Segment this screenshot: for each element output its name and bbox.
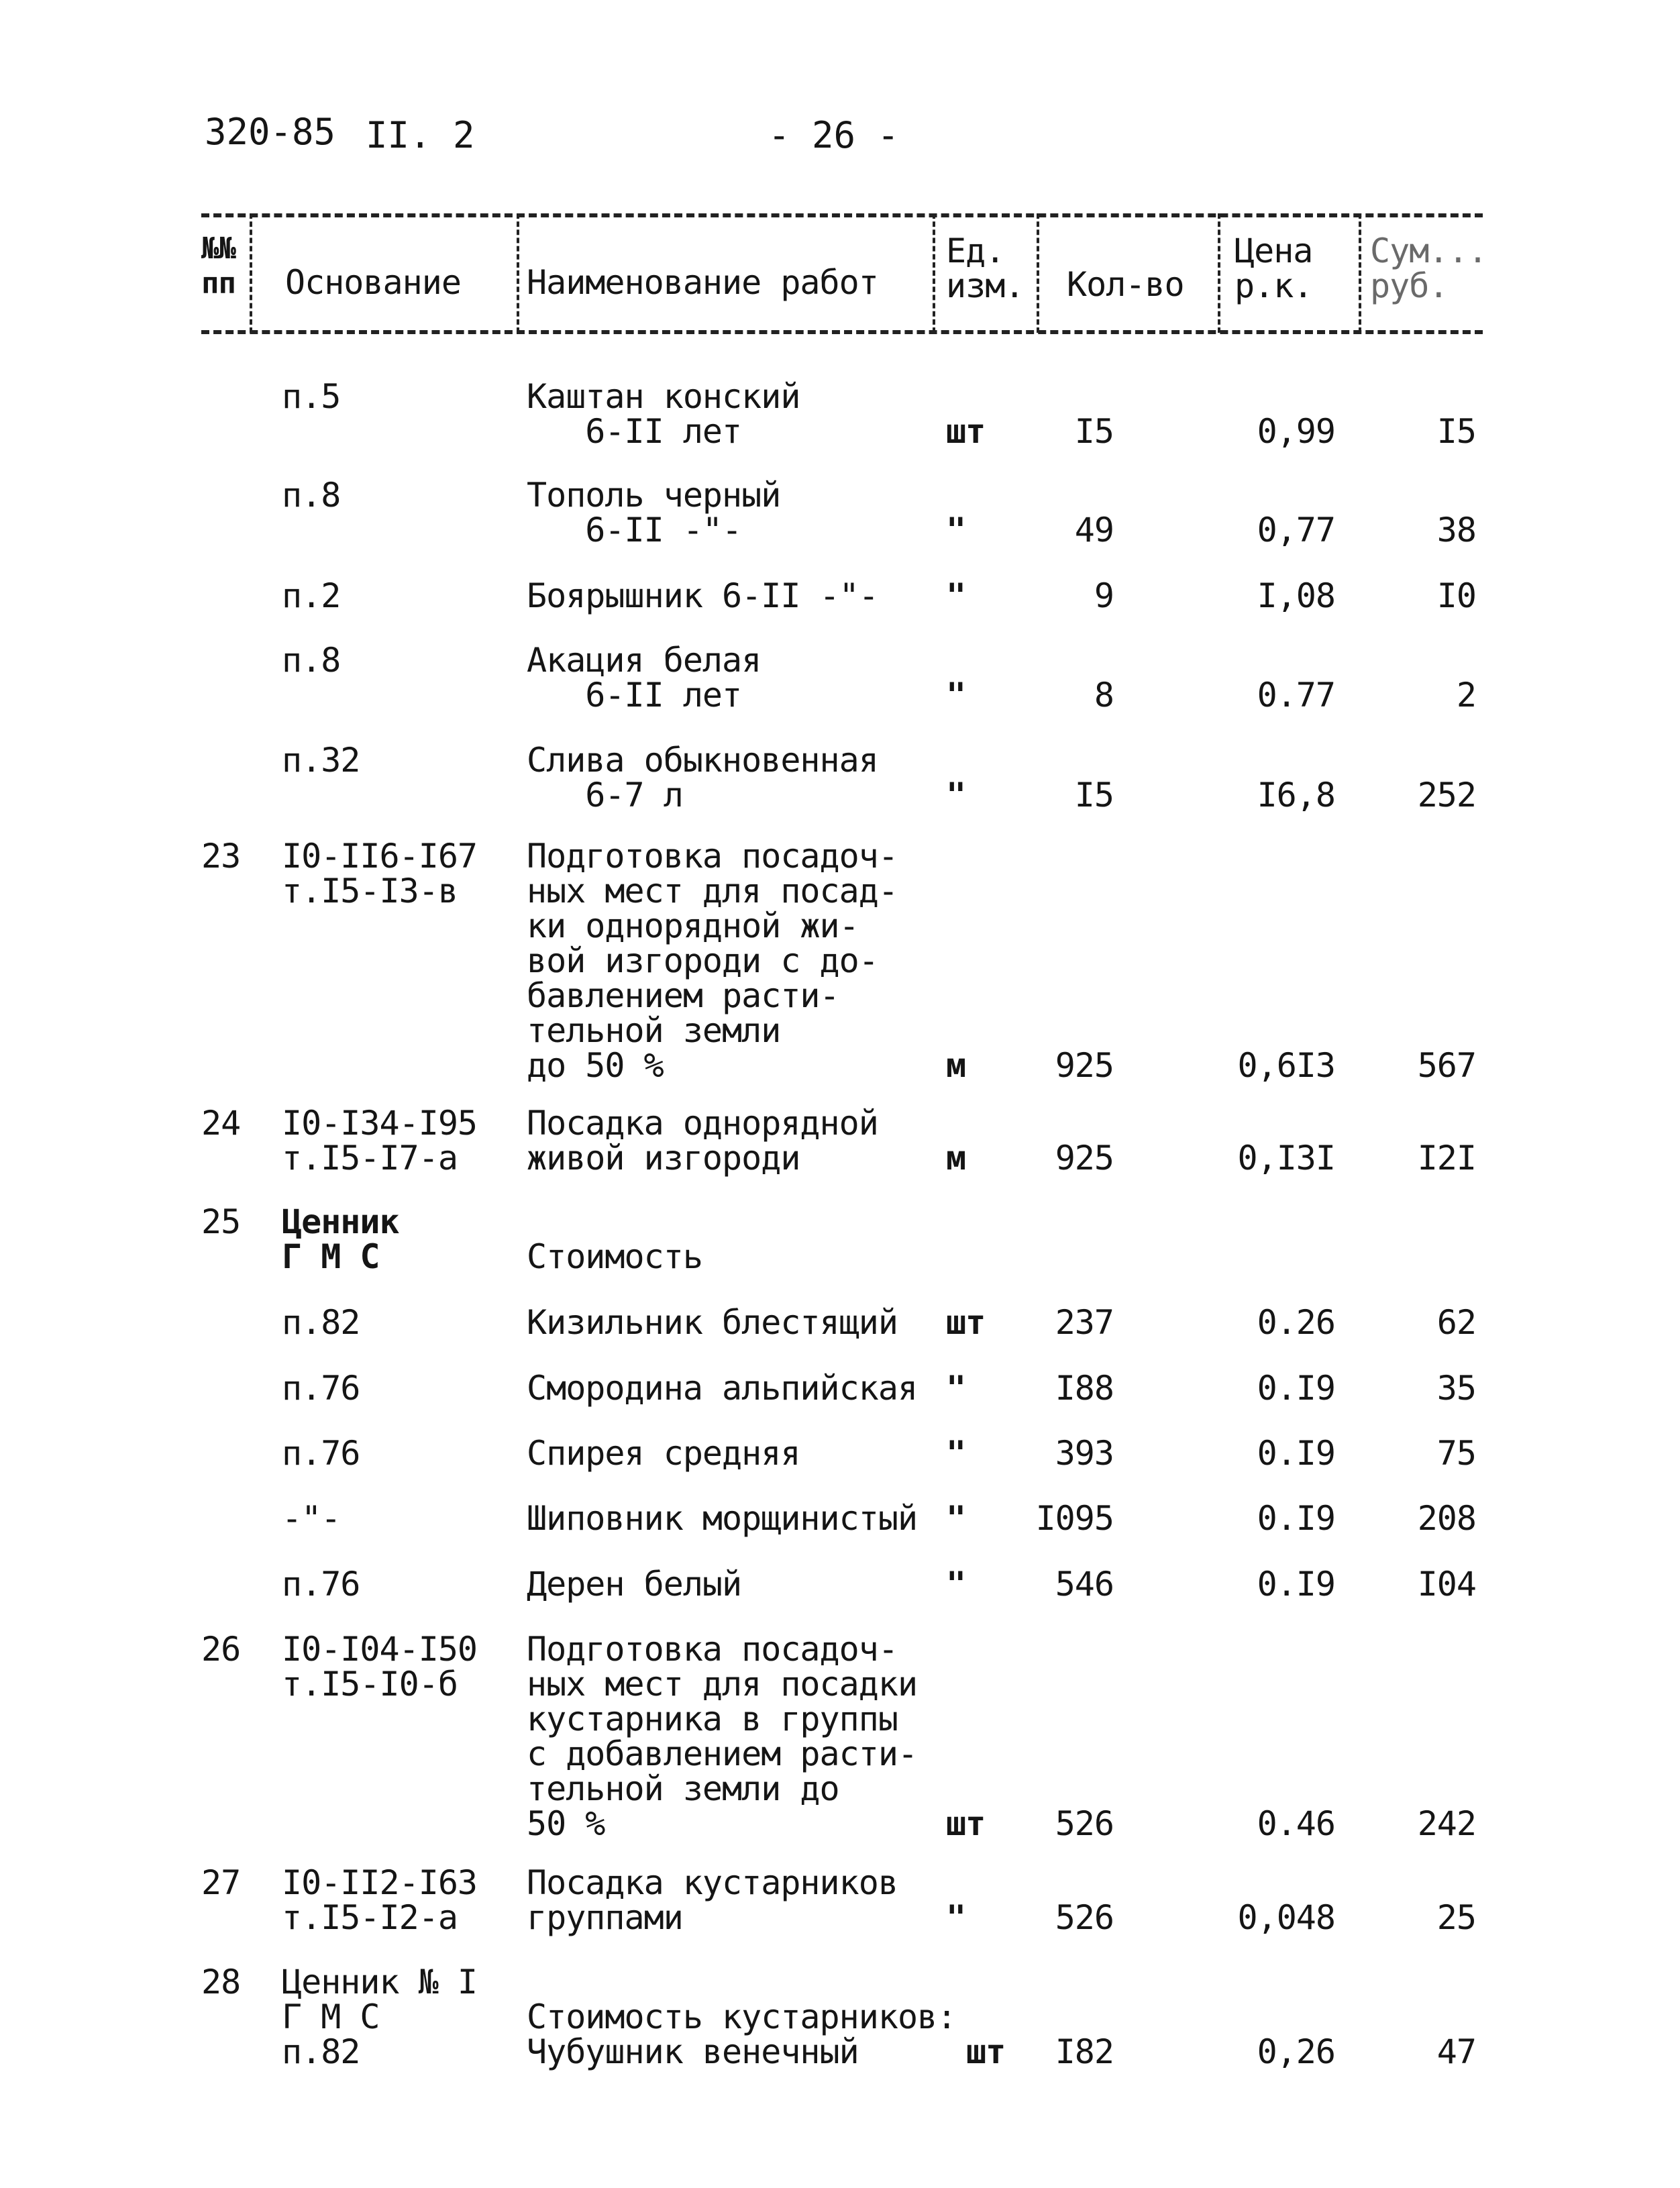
row-cost: I04: [1417, 1565, 1476, 1604]
row-cost: 75: [1436, 1434, 1476, 1473]
row-price: 0,6I3: [1237, 1046, 1335, 1085]
row-unit: ": [946, 1369, 966, 1408]
row-cost: 208: [1417, 1499, 1476, 1538]
row-unit: ": [946, 776, 966, 815]
row-basis: -"-: [282, 1499, 341, 1538]
row-price: 0.I9: [1257, 1434, 1335, 1473]
row-qty: 925: [1055, 1139, 1114, 1178]
row-basis: п.8: [282, 476, 341, 515]
row-work-name: Подготовка посадоч- ных мест для посад- ки однорядной жи- вой изгороди с до- бавлением расти- тельной земли до 50 %: [527, 837, 898, 1085]
row-work-name: Стоимость кустарников: Чубушник венечный: [527, 1997, 957, 2071]
row-unit: ": [946, 1434, 966, 1473]
col-divider: [517, 213, 519, 333]
row-qty: 9: [1094, 576, 1114, 615]
row-basis: Ценник Г М С: [282, 1202, 399, 1276]
row-unit: ": [946, 676, 966, 715]
col-divider: [933, 213, 935, 333]
row-work-name: Акация белая 6-II лет: [527, 641, 762, 715]
row-price: 0,26: [1257, 2032, 1335, 2071]
row-qty: I5: [1074, 412, 1114, 451]
col-header-cost: Сум... руб.: [1370, 231, 1487, 305]
col-divider: [1218, 213, 1220, 333]
row-basis: I0-II2-I63 т.I5-I2-а: [282, 1863, 478, 1937]
row-unit: шт: [946, 412, 986, 451]
row-cost: 2: [1456, 676, 1476, 715]
row-qty: 49: [1074, 511, 1114, 550]
row-unit: ": [946, 511, 966, 550]
row-price: 0,048: [1237, 1898, 1335, 1937]
row-cost: 38: [1436, 511, 1476, 550]
row-work-name: Смородина альпийская: [527, 1369, 918, 1408]
row-price: 0.77: [1257, 676, 1335, 715]
row-basis: I0-I34-I95 т.I5-I7-а: [282, 1104, 478, 1178]
row-price: 0,99: [1257, 412, 1335, 451]
row-qty: 526: [1055, 1804, 1114, 1843]
row-unit: ": [946, 1898, 966, 1937]
doc-code: 320-85: [205, 111, 336, 153]
row-basis: I0-II6-I67 т.I5-I3-в: [282, 837, 478, 910]
doc-part: II. 2: [366, 114, 475, 156]
row-work-name: Тополь черный 6-II -"-: [527, 476, 781, 550]
row-cost: 567: [1417, 1046, 1476, 1085]
row-basis: п.82: [282, 1303, 360, 1342]
row-unit: шт: [946, 1303, 986, 1342]
row-qty: I82: [1055, 2032, 1114, 2071]
row-price: 0.46: [1257, 1804, 1335, 1843]
row-qty: 393: [1055, 1434, 1114, 1473]
row-unit: ": [946, 576, 966, 615]
row-price: I,08: [1257, 576, 1335, 615]
col-header-price: Цена р.к.: [1235, 231, 1313, 305]
row-unit: м: [946, 1046, 966, 1085]
row-price: 0,I3I: [1237, 1139, 1335, 1178]
row-price: 0.I9: [1257, 1369, 1335, 1408]
row-basis: I0-I04-I50 т.I5-I0-б: [282, 1630, 478, 1704]
row-unit: шт: [966, 2032, 1006, 2071]
row-work-name: Каштан конский 6-II лет: [527, 377, 800, 451]
row-qty: I095: [1035, 1499, 1114, 1538]
col-divider: [1037, 213, 1039, 333]
header-bottom-rule: [201, 330, 1483, 334]
row-price: 0.I9: [1257, 1565, 1335, 1604]
row-cost: I0: [1436, 576, 1476, 615]
row-work-name: Спирея средняя: [527, 1434, 800, 1473]
row-basis: п.2: [282, 576, 341, 615]
row-work-name: Боярышник 6-II -"-: [527, 576, 878, 615]
row-cost: 47: [1436, 2032, 1476, 2071]
row-cost: I5: [1436, 412, 1476, 451]
row-cost: 25: [1436, 1898, 1476, 1937]
row-cost: I2I: [1417, 1139, 1476, 1178]
row-qty: I88: [1055, 1369, 1114, 1408]
row-basis: п.76: [282, 1434, 360, 1473]
row-number: 27: [201, 1863, 241, 1902]
row-cost: 252: [1417, 776, 1476, 815]
row-work-name: Подготовка посадоч- ных мест для посадки кустарника в группы с добавлением расти- тельной земли до 50 %: [527, 1630, 918, 1843]
row-unit: м: [946, 1139, 966, 1178]
row-work-name: Дерен белый: [527, 1565, 742, 1604]
row-price: 0.I9: [1257, 1499, 1335, 1538]
header-top-rule: [201, 213, 1483, 217]
row-basis: п.8: [282, 641, 341, 680]
row-cost: 35: [1436, 1369, 1476, 1408]
row-basis: п.5: [282, 377, 341, 416]
row-work-name: Слива обыкновенная 6-7 л: [527, 741, 878, 815]
col-header-name: Наименование работ: [527, 263, 878, 302]
row-basis: п.32: [282, 741, 360, 780]
row-work-name: Посадка однорядной живой изгороди: [527, 1104, 878, 1178]
col-divider: [250, 213, 252, 333]
row-price: 0,77: [1257, 511, 1335, 550]
col-header-npp: №№ пп: [201, 231, 235, 301]
row-number: 23: [201, 837, 241, 876]
row-work-name: Посадка кустарников группами: [527, 1863, 898, 1937]
row-unit: ": [946, 1499, 966, 1538]
row-cost: 62: [1436, 1303, 1476, 1342]
row-qty: 526: [1055, 1898, 1114, 1937]
row-price: I6,8: [1257, 776, 1335, 815]
row-number: 24: [201, 1104, 241, 1143]
col-header-unit: Ед. изм.: [946, 231, 1025, 305]
row-unit: ": [946, 1565, 966, 1604]
row-qty: 8: [1094, 676, 1114, 715]
row-qty: I5: [1074, 776, 1114, 815]
row-qty: 546: [1055, 1565, 1114, 1604]
col-header-basis: Основание: [285, 263, 461, 302]
row-qty: 237: [1055, 1303, 1114, 1342]
row-number: 25: [201, 1202, 241, 1241]
row-number: 28: [201, 1963, 241, 2001]
col-divider: [1359, 213, 1361, 333]
col-header-qty: Кол-во: [1067, 265, 1184, 304]
page-number: - 26 -: [768, 114, 900, 156]
row-work-name: Стоимость: [527, 1237, 702, 1276]
row-price: 0.26: [1257, 1303, 1335, 1342]
row-unit: шт: [946, 1804, 986, 1843]
row-work-name: Кизильник блестящий: [527, 1303, 898, 1342]
row-qty: 925: [1055, 1046, 1114, 1085]
row-basis: п.76: [282, 1565, 360, 1604]
row-cost: 242: [1417, 1804, 1476, 1843]
row-basis: Ценник № I Г М С п.82: [282, 1963, 478, 2071]
row-basis: п.76: [282, 1369, 360, 1408]
row-work-name: Шиповник морщинистый: [527, 1499, 918, 1538]
row-number: 26: [201, 1630, 241, 1669]
